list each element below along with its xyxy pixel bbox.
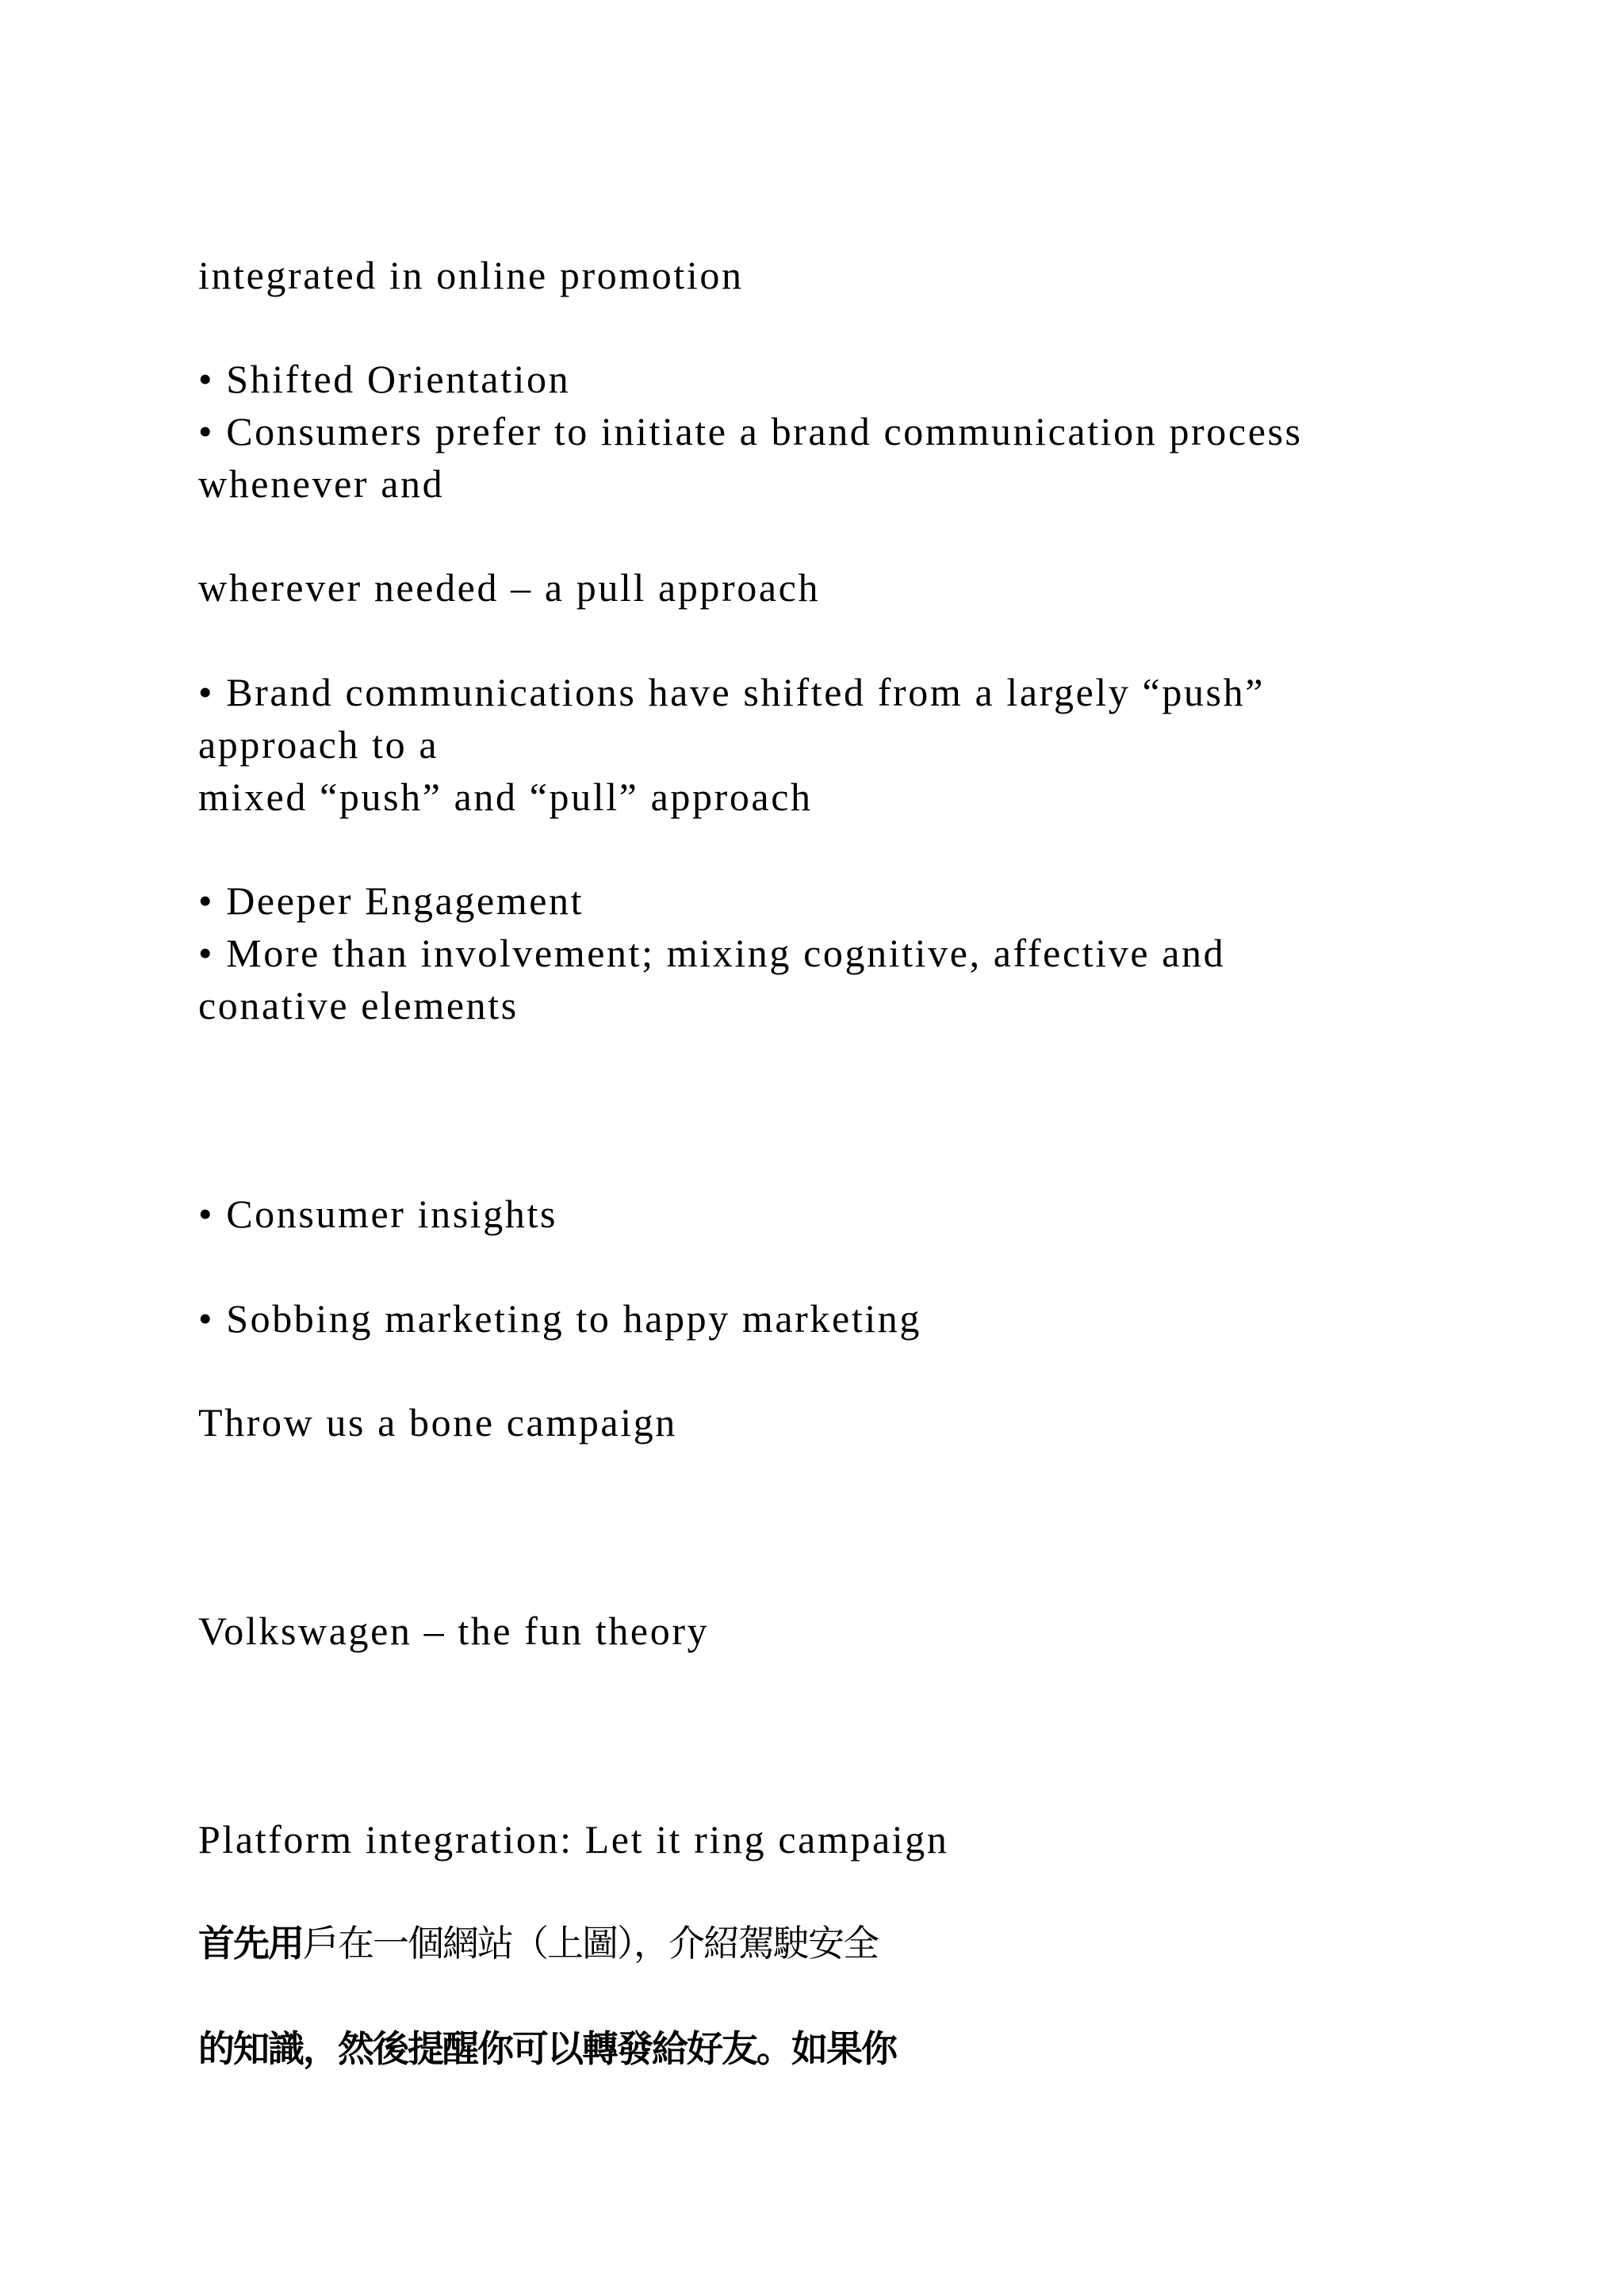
bullet-line: • More than involvement; mixing cognitive, affective and <box>198 931 1226 975</box>
text-line: Throw us a bone campaign <box>198 1400 677 1445</box>
text-line: approach to a <box>198 722 439 767</box>
text-line: integrated in online promotion <box>198 253 744 297</box>
bullet-line: • Shifted Orientation <box>198 357 571 401</box>
text-line: conative elements <box>198 983 519 1027</box>
cjk-line <box>198 2027 896 2070</box>
cjk-normal-text: 戶在一個網站（上圖），介紹駕駛安全 <box>303 1922 878 1965</box>
cjk-bold-text: 首先用 <box>198 1922 303 1965</box>
bullet-line: • Brand communications have shifted from a largely “push” <box>198 670 1266 714</box>
cjk-line <box>198 1922 878 1965</box>
bullet-line: • Consumers prefer to initiate a brand communication process <box>198 409 1303 453</box>
text-line: mixed “push” and “pull” approach <box>198 775 813 819</box>
text-line: whenever and <box>198 461 445 506</box>
bullet-line: • Consumer insights <box>198 1192 558 1236</box>
bullet-line: • Sobbing marketing to happy marketing <box>198 1296 922 1341</box>
text-line: Volkswagen – the fun theory <box>198 1609 710 1653</box>
text-line: wherever needed – a pull approach <box>198 565 821 610</box>
cjk-bold-text: 的知識，然後提醒你可以轉發給好友。如果你 <box>198 2027 896 2070</box>
bullet-line: • Deeper Engagement <box>198 878 584 923</box>
text-line: Platform integration: Let it ring campaign <box>198 1817 949 1862</box>
